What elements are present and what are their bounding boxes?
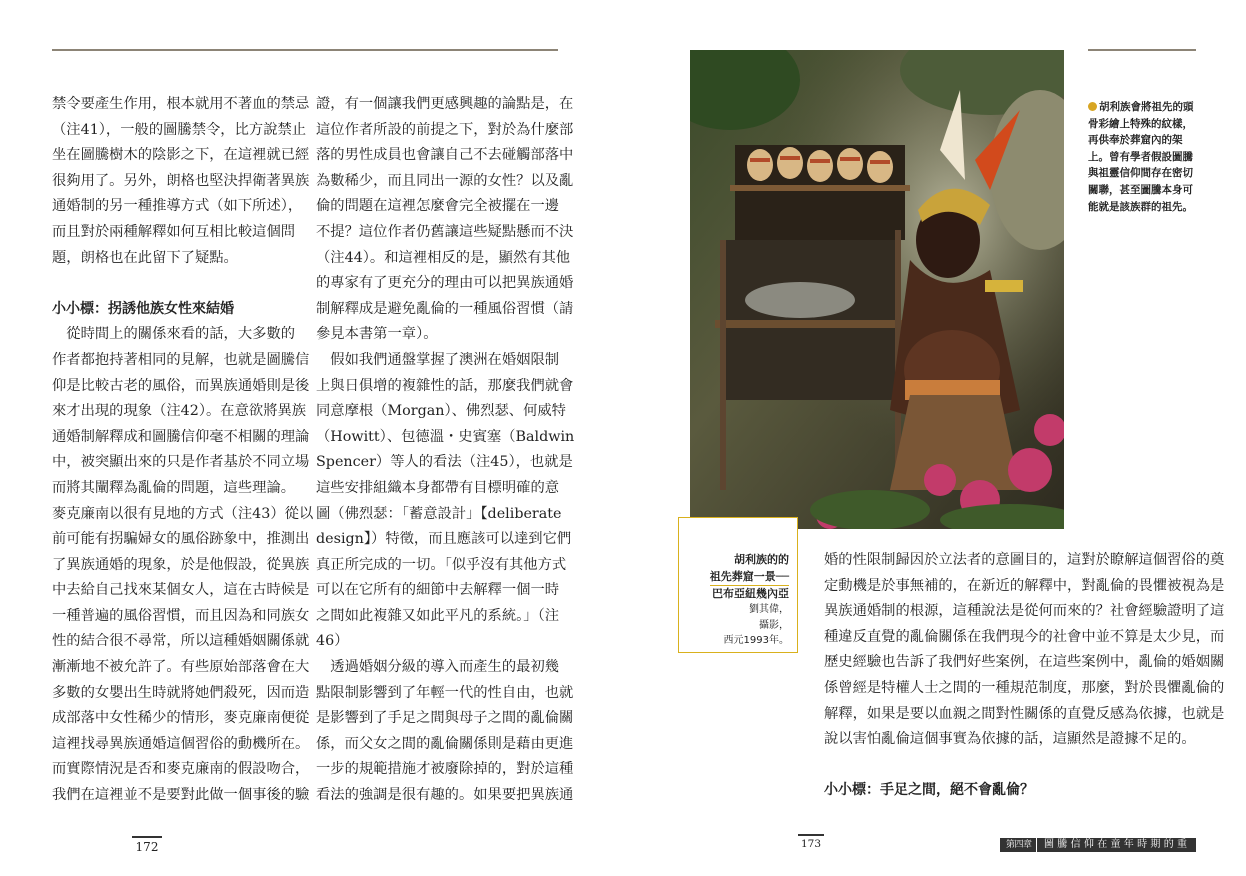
text-line: 假如我們通盤掌握了澳洲在婚姻限制 [316,351,560,368]
text-line: 中，被突顯出來的只是作者基於不同立場 [52,454,310,471]
text-line: 46） [316,633,349,650]
chapter-label: 第四章 [1006,840,1032,850]
text-line: 之間如此複雜又如此平凡的系統。」（注 [316,607,560,624]
left-column-2 [316,92,575,809]
text-line: 通婚制解釋成和圖騰信仰毫不相關的理論 [52,428,310,445]
text-line: 從時間上的關係來看的話，大多數的 [52,326,296,343]
text-line: 種違反直覺的亂倫關係在我們現今的社會中並不算是太少見，而 [824,628,1225,645]
text-line: 落的男性成員也會讓自己不去碰觸部落中 [316,147,574,164]
side-caption-text: 能就是該族群的祖先。 [1088,200,1193,213]
text-line: 制解釋成是避免亂倫的一種風俗習慣（請 [316,300,574,317]
subheading: 小小標：拐誘他族女性來結婚 [52,300,234,317]
text-line: 圖（佛烈瑟：「蓄意設計」【deliberate [316,505,562,522]
text-line: 真正所完成的一切。「似乎沒有其他方式 [316,556,567,573]
text-line: 成部落中女性稀少的情形，麥克廉南便從 [52,710,310,727]
text-line: 而將其闡釋為亂倫的問題，這些理論。 [52,479,296,496]
text-line: 歷史經驗也告訴了我們好些案例，在這些案例中，亂倫的婚姻關 [824,654,1225,671]
side-caption-text: 上。曾有學者假設圖騰 [1088,150,1193,163]
caption-title-line: 巴布亞紐幾內亞 [712,587,789,600]
page-number-text: 172 [135,840,159,854]
text-line: 漸漸地不被允許了。有些原始部落會在大 [52,659,310,676]
text-line: 通婚制的另一種推導方式（如下所述）， [52,198,303,215]
text-line: 係，而父女之間的亂倫關係則是藉由更進 [316,735,574,752]
text-line: 前可能有拐騙婦女的風俗跡象中，推測出 [52,531,310,548]
caption-title-line: 祖先葬窟一景── [710,569,789,587]
photo-illustration [690,50,1064,529]
page-number-text-right: 173 [800,838,822,850]
side-caption-line [1088,116,1200,133]
text-line: （注41），一般的圖騰禁令，比方說禁止 [52,121,307,138]
text-line [52,271,292,297]
text-line: 是影響到了手足之間與母子之間的亂倫關 [316,710,574,727]
text-line: 仰是比較古老的風俗，而異族通婚則是後 [52,377,310,394]
side-caption-line [1088,165,1200,182]
text-line: 題，朗格也在此留下了疑點。 [52,249,238,266]
text-line: 倫的問題在這裡怎麼會完全被擺在一邊 [316,198,560,215]
text-line: 異族通婚制的根源，這種說法是從何而來的？社會經驗證明了這 [824,603,1225,620]
running-header [1000,838,1196,864]
text-line: 點限制影響到了年輕一代的性自由，也就 [316,684,574,701]
caption-title [710,552,789,603]
photo-side-caption [1088,99,1200,215]
text-line: 不提？這位作者仍舊讓這些疑點懸而不決 [316,223,574,240]
text-line: Spencer）等人的看法（注45），也就是 [316,454,573,471]
text-line: 作者都抱持著相同的見解，也就是圖騰信 [52,351,310,368]
chapter-divider [1036,838,1037,852]
text-line [824,753,1196,779]
text-line: 這裡找尋異族通婚這個習俗的動機所在。 [52,735,310,752]
text-line: 而實際情況是否和麥克廉南的假設吻合， [52,761,310,778]
text-line: 很夠用了。另外，朗格也堅決捍衛著異族 [52,172,310,189]
text-line: 可以在它所有的細節中去解釋一個一時 [316,582,560,599]
text-line: 的專家有了更充分的理由可以把異族通婚 [316,275,574,292]
text-line: 多數的女嬰出生時就將她們殺死，因而造 [52,684,310,701]
text-line: 禁令要產生作用，根本就用不著血的禁忌 [52,96,310,112]
caption-title-line: 胡利族的的 [734,553,789,566]
text-line: 證，有一個讓我們更感興趣的論點是，在 [316,96,574,112]
text-line: （注44）。和這裡相反的是，顯然有其他 [316,249,571,266]
text-line: 一步的規範措施才被廢除掉的，對於這種 [316,761,574,778]
photo-caption-box [678,517,798,653]
left-column-1 [52,92,314,809]
text-line: 中去給自己找來某個女人，這在古時候是 [52,582,310,599]
text-line: 參見本書第一章）。 [316,326,438,343]
text-line: 這位作者所設的前提之下，對於為什麼部 [316,121,574,138]
text-line: 一種普遍的風俗習慣，而且因為和同族女 [52,607,310,624]
text-line: 同意摩根（Morgan）、佛烈瑟、何威特 [316,403,566,420]
text-line: 為數稀少，而且同出一源的女性？以及亂 [316,172,574,189]
text-line: design】）特徵，而且應該可以達到它們 [316,531,572,548]
top-rule-right [1088,49,1196,51]
side-caption-text: 再供奉於葬窟內的架 [1088,134,1183,147]
page-number-rule-right [798,834,824,836]
text-line: 婚的性限制歸因於立法者的意圖目的，這對於瞭解這個習俗的奠 [824,552,1225,568]
side-caption-line [1088,182,1200,199]
text-line: 我們在這裡並不是要對此做一個事後的驗 [52,787,310,804]
caption-credit-line: 劉其偉， [749,604,789,615]
side-caption-text: 與祖靈信仰間存在密切 [1088,167,1193,180]
caption-credit [724,602,789,649]
right-column-body [824,548,1225,804]
subheading: 小小標：手足之間，絕不會亂倫？ [824,782,1034,799]
text-line: 透過婚姻分級的導入而產生的最初幾 [316,659,560,676]
side-caption-line [1088,149,1200,166]
text-line: 上與日俱增的複雜性的話，那麼我們就會 [316,377,574,394]
text-line: 而且對於兩種解釋如何互相比較這個問 [52,223,296,240]
text-line: 麥克廉南以很有見地的方式（注43）從以 [52,505,314,522]
text-line: 看法的強調是很有趣的。如果要把異族通 [316,787,574,804]
caption-credit-line: 西元1993年。 [723,635,789,646]
side-caption-line [1088,132,1200,149]
text-line: 解釋，如果是要以血親之間對性關係的直覺反感為依據，也就是 [824,705,1225,722]
page-number-right [798,838,824,850]
text-line: 坐在圖騰樹木的陰影之下，在這裡就已經 [52,147,310,164]
text-line: 來才出現的現象（注42）。在意欲將異族 [52,403,307,420]
side-caption-line [1088,99,1200,116]
text-line: 這些安排組織本身都帶有目標明確的意 [316,479,560,496]
side-caption-text: 胡利族會將祖先的頭 [1099,101,1194,113]
side-caption-text: 骨彩繪上特殊的紋樣， [1088,117,1193,130]
running-title: 圖騰信仰在童年時期的重現 [1044,839,1191,864]
caption-credit-line: 攝影， [759,619,789,631]
text-line: （Howitt）、包德溫・史賓塞（Baldwin [316,428,575,445]
bullet-dot-icon [1088,102,1097,111]
page-number-left [132,840,162,854]
text-line: 係曾經是特權人士之間的一種規范制度，那麼，對於畏懼亂倫的 [824,679,1225,696]
top-rule-left [52,49,558,51]
text-line: 了異族通婚的現象，於是他假設，從異族 [52,556,310,573]
text-line: 說以害怕亂倫這個事實為依據的話，這顯然是證據不足的。 [824,731,1196,748]
page-number-rule [132,836,162,838]
side-caption-text: 關聯，甚至圖騰本身可 [1088,183,1193,196]
text-line: 性的結合很不尋常，所以這種婚姻關係就 [52,633,310,650]
ancestor-burial-cave-photo [690,50,1064,529]
text-line: 定動機是於事無補的，在新近的解釋中，對亂倫的畏懼被視為是 [824,577,1225,594]
side-caption-line [1088,199,1200,216]
